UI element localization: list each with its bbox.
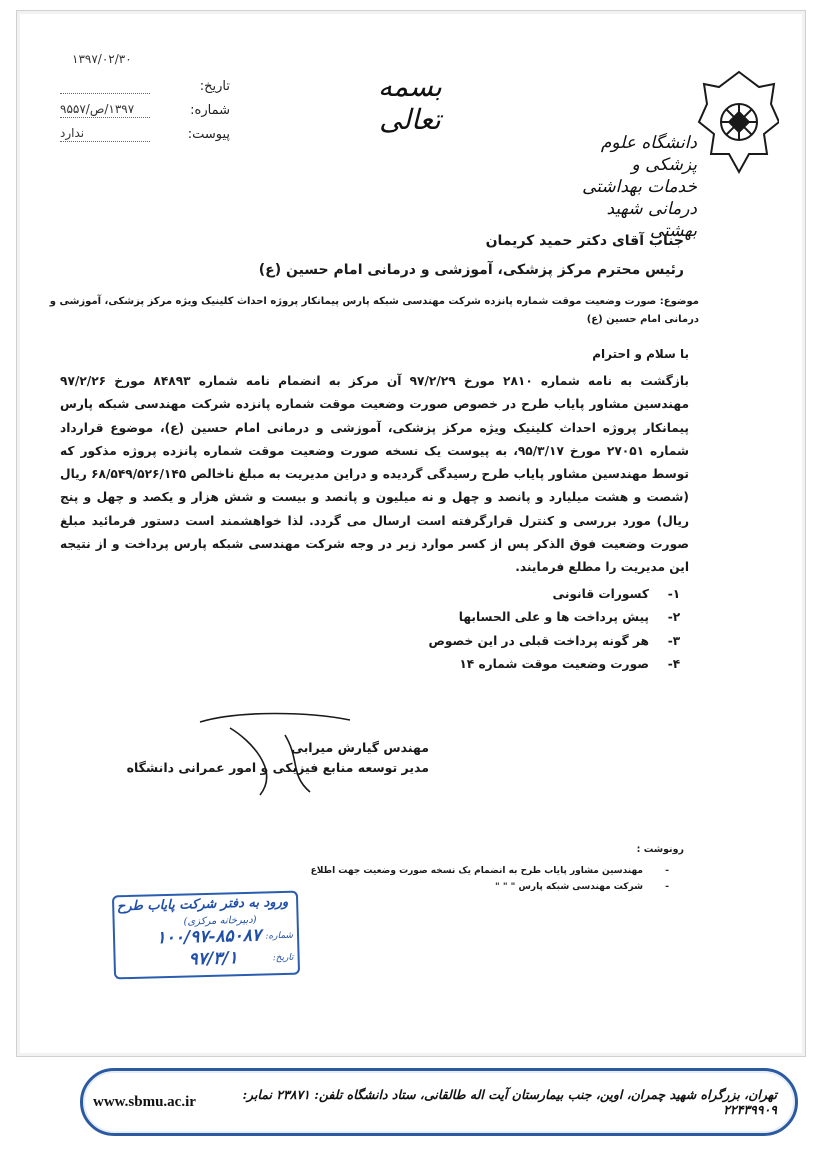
list-item bbox=[428, 653, 689, 676]
date-row bbox=[60, 70, 230, 94]
list-item-text: صورت وضعیت موقت شماره ۱۴ bbox=[459, 656, 649, 671]
cc-row bbox=[311, 866, 669, 876]
stamp-date: ۹۷/۳/۱ bbox=[188, 948, 238, 970]
letterhead-footer bbox=[80, 1068, 798, 1136]
stamp-subtitle: (دبیرخانه مرکزی) bbox=[183, 914, 257, 928]
stamp-date-label: تاریخ: bbox=[272, 952, 294, 964]
letter-body: بازگشت به نامه شماره ۲۸۱۰ مورخ ۹۷/۲/۲۹ آن مرکز به انضمام نامه شماره ۸۴۸۹۳ مورخ ۹۷/۲/۲۶ مهندسین مشاور پایاب طرح در خصوص صورت وضعیت موقت شماره پانزده شرکت مهندسی شبکه پارس پیمانکار پروژه احداث کلینیک ویژه مرکز پزشکی، آموزشی و درمانی امام حسین (ع)، موضوع قرارداد شماره ۲۷۰۵۱ مورخ ۹۵/۳/۱۷، به پیوست یک نسخه صورت وضعیت موقت شماره پانزده پروژه مذکور که توسط مهندسین مشاور پایاب طرح رسیدگی گردیده و دراین مدیریت به مبلغ ناخالص ۶۸/۵۴۹/۵۲۶/۱۴۵ ریال (شصت و هشت میلیارد و پانصد و چهل و نه میلیون و پانصد و بیست و شش هزار و یکصد و چهل و پنج ریال) مورد بررسی و کنترل قرارگرفته است ارسال می گردد. لذا خواهشمند است دستور فرمائید مبلغ صورت وضعیت فوق الذکر پس از کسر موارد زیر در وجه شرکت مهندسی شبکه پارس پرداخت و از نتیجه این مدیریت را مطلع فرمایند. bbox=[60, 374, 689, 575]
signatory-name: مهندس گیارش میرابی bbox=[290, 740, 429, 755]
cc-dash: - bbox=[665, 882, 669, 892]
list-item-number: ۱- bbox=[667, 587, 681, 601]
number-row bbox=[60, 94, 230, 118]
list-item-text: کسورات قانونی bbox=[552, 587, 649, 601]
list-item bbox=[428, 630, 689, 653]
date-label: تاریخ: bbox=[199, 79, 230, 94]
list-item-text: هر گونه پرداخت قبلی در این خصوص bbox=[428, 633, 649, 648]
number-value: ۱۳۹۷/ص/۹۵۵۷ bbox=[60, 102, 150, 118]
cc-row bbox=[495, 882, 669, 892]
list-item bbox=[428, 583, 689, 606]
cc-dash: - bbox=[665, 866, 669, 876]
top-date: ۱۳۹۷/۰۲/۳۰ bbox=[72, 52, 132, 66]
stamp-title: ورود به دفتر شرکت پایاب طرح bbox=[116, 894, 289, 915]
deductions-list bbox=[428, 583, 689, 676]
attachment-row bbox=[60, 118, 230, 142]
attachment-label: پیوست: bbox=[187, 127, 230, 142]
letter-meta bbox=[60, 70, 230, 142]
university-logo bbox=[582, 62, 779, 241]
list-item-number: ۲- bbox=[667, 610, 681, 625]
signatory-title: مدیر توسعه منابع فیزیکی و امور عمرانی دانشگاه bbox=[126, 760, 429, 775]
footer-website: www.sbmu.ac.ir bbox=[93, 1093, 196, 1110]
list-item bbox=[428, 606, 689, 629]
attachment-value: ندارد bbox=[60, 126, 150, 142]
basmala-heading: بسمه تعالی bbox=[378, 70, 442, 136]
letter-subject: موضوع: صورت وضعیت موقت شماره پانزده شرکت مهندسی شبکه پارس پیمانکار پروژه احداث کلینیک ویژه مرکز پزشکی، آموزشی و درمانی امام حسین (ع) bbox=[49, 296, 699, 325]
cc-heading: رونوشت : bbox=[636, 844, 684, 855]
date-value bbox=[60, 92, 150, 94]
list-item-number: ۴- bbox=[667, 656, 681, 671]
stamp-number: ۱۰۰/۹۷-۸۵۰۸۷ bbox=[156, 925, 262, 949]
number-label: شماره: bbox=[190, 103, 230, 118]
list-item-number: ۳- bbox=[667, 633, 681, 648]
cc-text: مهندسین مشاور پایاب طرح به انضمام یک نسخه صورت وضعیت جهت اطلاع bbox=[310, 866, 643, 876]
footer-address: تهران، بزرگراه شهید چمران، اوین، جنب بیمارستان آیت اله طالقانی، ستاد دانشگاه تلفن: ۲۳۸۷۱ نمابر: ۲۲۴۳۹۹۰۹ bbox=[242, 1087, 777, 1117]
stamp-number-label: شماره: bbox=[265, 930, 294, 942]
receipt-stamp bbox=[112, 891, 300, 980]
recipient-title: رئیس محترم مرکز پزشکی، آموزشی و درمانی امام حسین (ع) bbox=[258, 262, 684, 278]
salutation: با سلام و احترام bbox=[592, 347, 689, 361]
university-name: دانشگاه علوم پزشکی و خدمات بهداشتی درمانی شهید بهشتی bbox=[582, 133, 697, 241]
list-item-text: پیش پرداخت ها و علی الحسابها bbox=[458, 610, 649, 625]
cc-text: شرکت مهندسی شبکه پارس " " " bbox=[495, 882, 643, 892]
recipient-name: جناب آقای دکتر حمید کریمان bbox=[485, 233, 684, 249]
